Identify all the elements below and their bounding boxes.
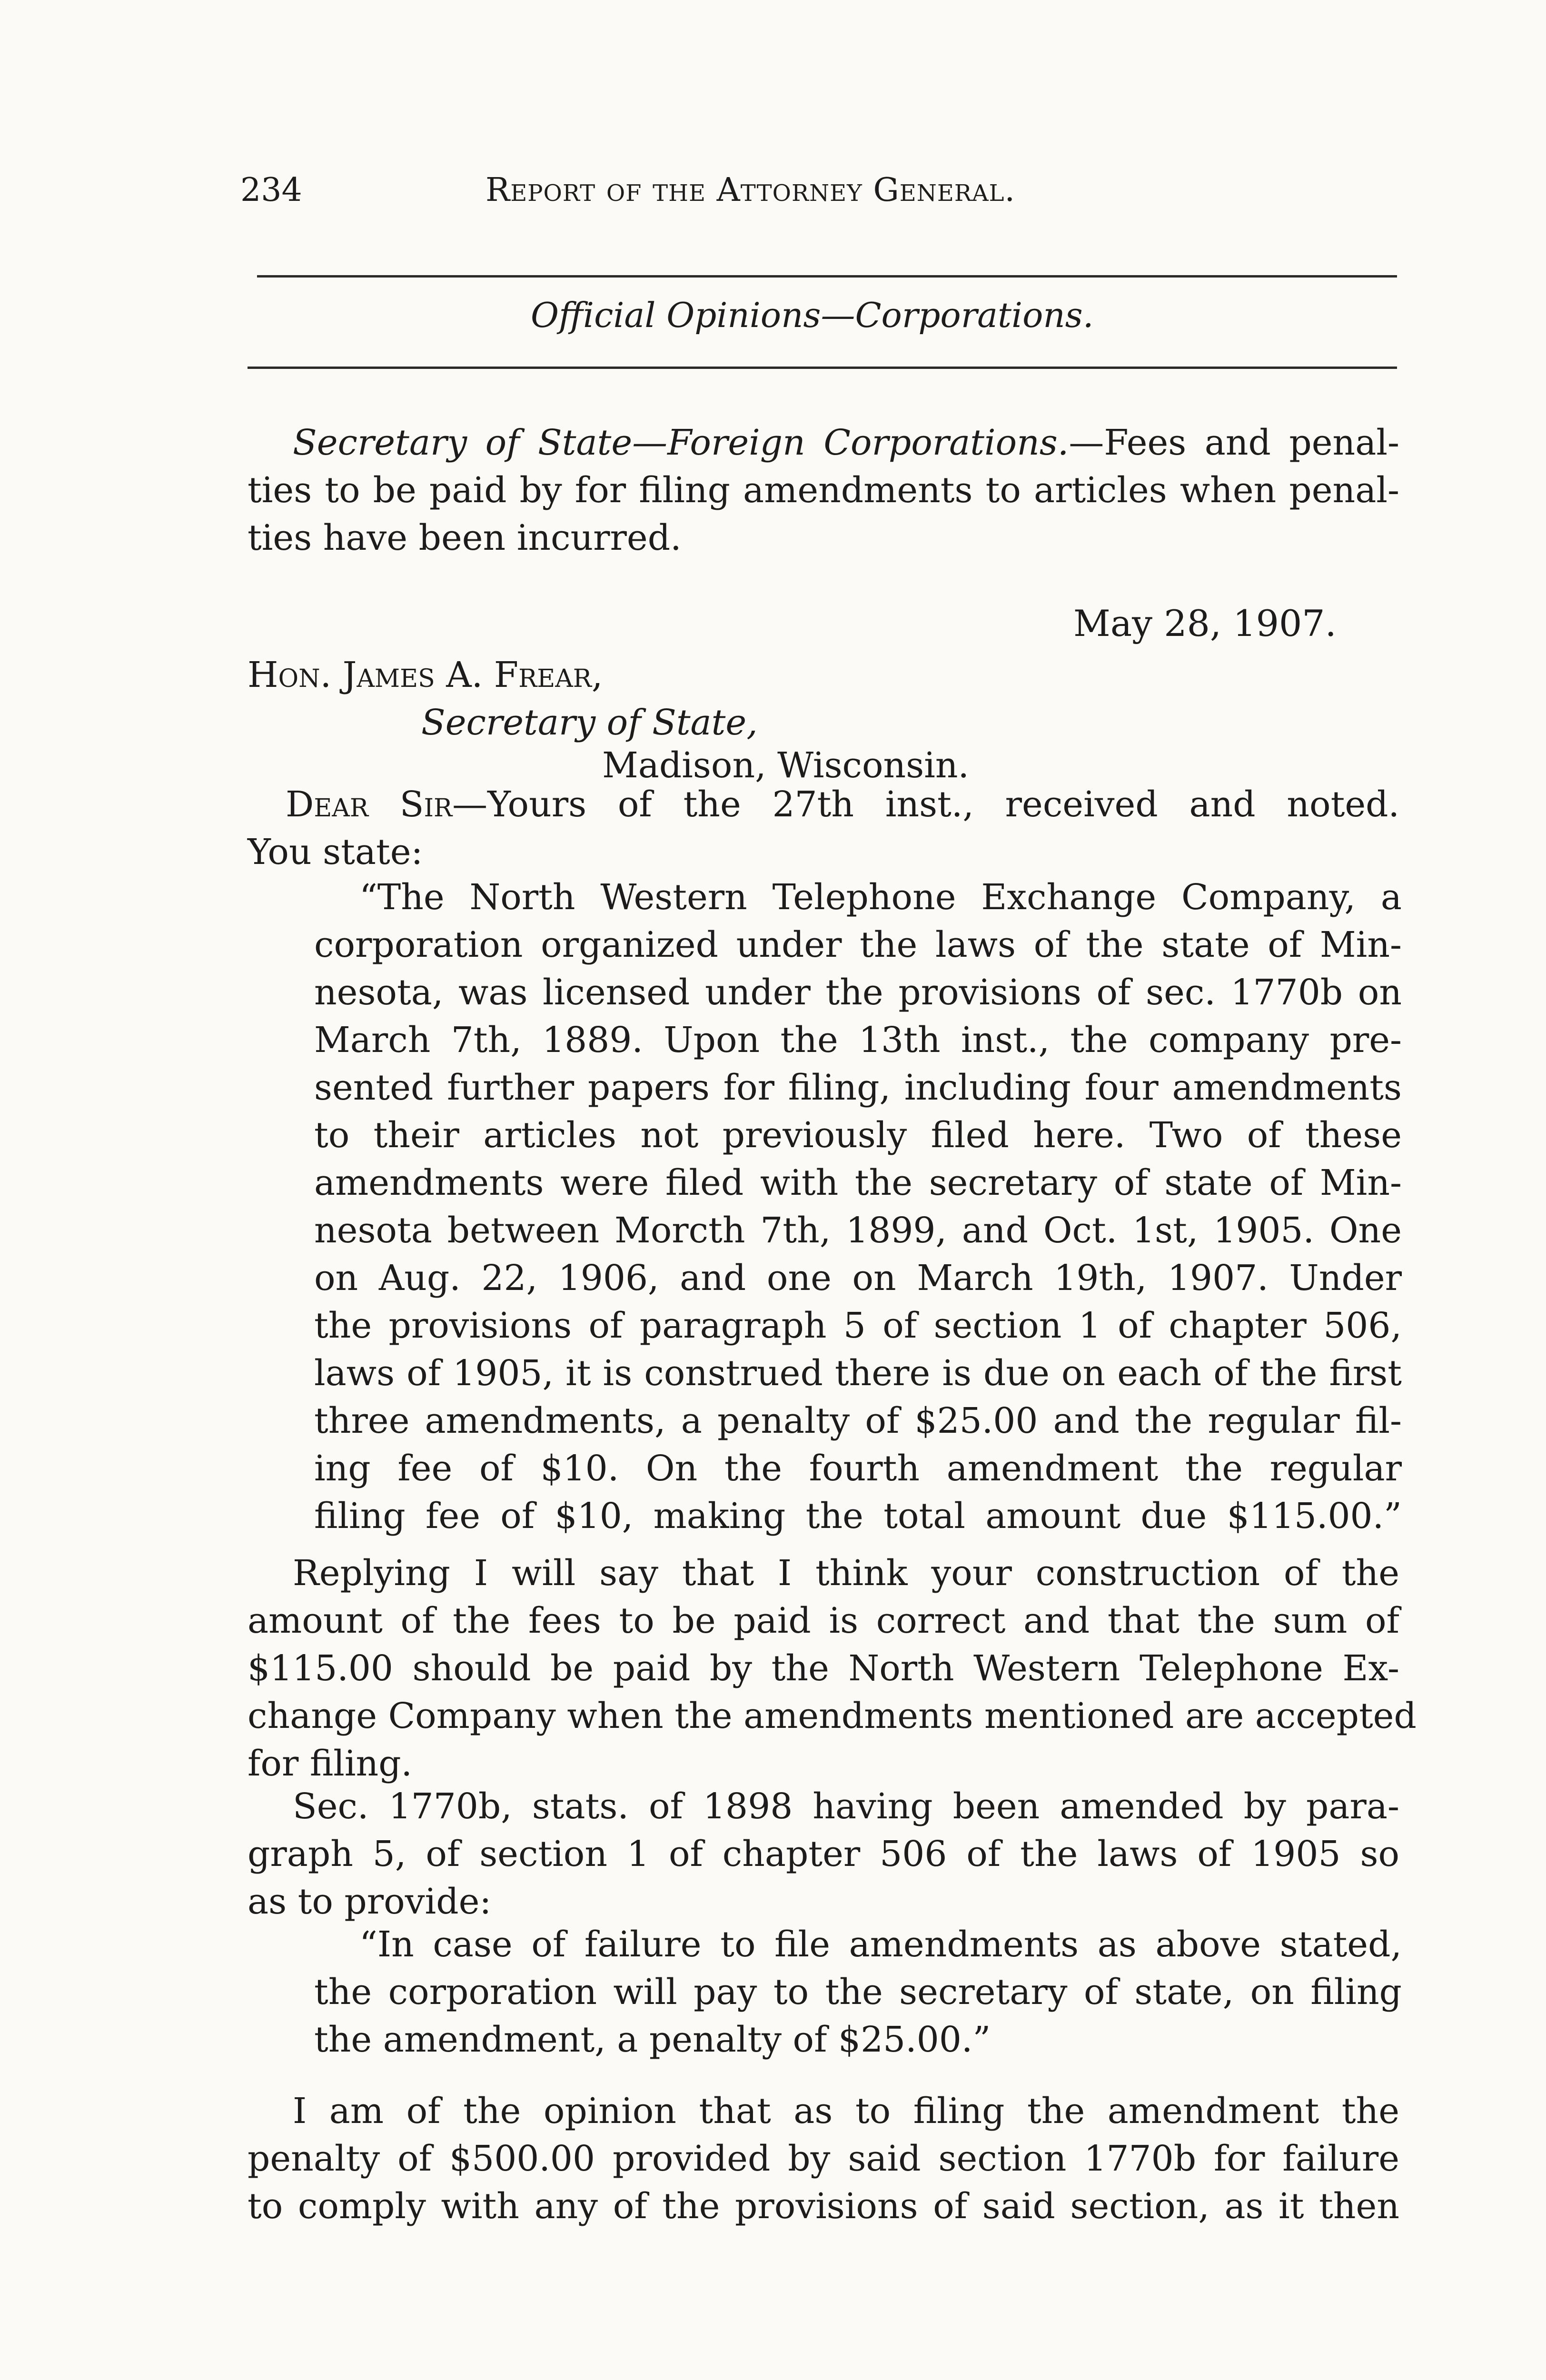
quote-line: amendments were filed with the secretary of state of Min- xyxy=(314,1162,1402,1203)
salutation-line: You state: xyxy=(248,832,423,873)
body-line: to comply with any of the provisions of said section, as it then xyxy=(248,2186,1399,2227)
letter-date: May 28, 1907. xyxy=(1073,602,1337,645)
body-line: graph 5, of section 1 of chapter 506 of the laws of 1905 so xyxy=(248,1834,1399,1874)
syllabus xyxy=(248,419,1399,562)
addressee-place: Madison, Wisconsin. xyxy=(602,745,970,786)
quote-line: nesota, was licensed under the provisions of sec. 1770b on xyxy=(314,972,1402,1013)
section-title: Official Opinions—Corporations. xyxy=(531,295,1094,335)
syllabus-topic: Secretary of State—Foreign Corporations. xyxy=(293,422,1069,463)
addressee-name: Hon. James A. Frear, xyxy=(248,654,603,695)
quoted-statute xyxy=(314,1921,1402,2063)
salutation-greeting: Dear Sir xyxy=(286,784,453,825)
body-line: $115.00 should be paid by the North Western Telephone Ex- xyxy=(248,1648,1399,1689)
addressee-title: Secretary of State, xyxy=(421,702,758,743)
quote-line: sented further papers for filing, including four amendments xyxy=(314,1067,1402,1108)
quote-line: on Aug. 22, 1906, and one on March 19th, 1907. Under xyxy=(314,1258,1402,1299)
body-line: change Company when the amendments mentioned are accepted xyxy=(248,1696,1417,1736)
running-title: Report of the Attorney General. xyxy=(486,171,1016,209)
quoted-statement xyxy=(314,873,1402,1540)
body-line: for filing. xyxy=(248,1743,413,1784)
salutation xyxy=(248,781,1399,876)
top-divider xyxy=(257,275,1397,278)
opinion-paragraph xyxy=(248,2087,1399,2230)
quote-line: nesota between Morcth 7th, 1899, and Oct. 1st, 1905. One xyxy=(314,1210,1402,1251)
quote-line: March 7th, 1889. Upon the 13th inst., the company pre- xyxy=(314,1020,1402,1061)
quote-line: laws of 1905, it is construed there is due on each of the first xyxy=(314,1353,1402,1394)
section-divider xyxy=(248,367,1397,369)
quote-line: three amendments, a penalty of $25.00 and the regular fil- xyxy=(314,1400,1402,1441)
reply-paragraph xyxy=(248,1549,1417,1787)
body-line: amount of the fees to be paid is correct and that the sum of xyxy=(248,1600,1399,1641)
body-line: penalty of $500.00 provided by said section 1770b for failure xyxy=(248,2138,1399,2179)
quote-line: to their articles not previously filed here. Two of these xyxy=(314,1115,1402,1156)
quote-line: “The North Western Telephone Exchange Company, a xyxy=(359,877,1402,918)
quote-line: filing fee of $10, making the total amount due $115.00.” xyxy=(314,1496,1402,1537)
body-line: Sec. 1770b, stats. of 1898 having been amended by para- xyxy=(293,1786,1399,1827)
body-line: I am of the opinion that as to filing the amendment the xyxy=(293,2091,1399,2132)
body-line: as to provide: xyxy=(248,1881,492,1922)
quote-line: the provisions of paragraph 5 of section 1 of chapter 506, xyxy=(314,1305,1402,1346)
salutation-line: Dear Sir—Yours of the 27th inst., received and noted. xyxy=(286,784,1399,825)
quote-line: corporation organized under the laws of the state of Min- xyxy=(314,924,1402,965)
body-line: Replying I will say that I think your construction of the xyxy=(293,1553,1399,1594)
quote-line: the amendment, a penalty of $25.00.” xyxy=(314,2019,991,2060)
page-number: 234 xyxy=(240,171,302,209)
syllabus-line: Secretary of State—Foreign Corporations.—Fees and penal- xyxy=(293,422,1399,463)
quote-line: ing fee of $10. On the fourth amendment the regular xyxy=(314,1448,1402,1489)
syllabus-line: ties have been incurred. xyxy=(248,517,682,558)
quote-line: the corporation will pay to the secretary of state, on filing xyxy=(314,1972,1402,2013)
quote-line: “In case of failure to file amendments as above stated, xyxy=(359,1924,1402,1965)
statute-paragraph xyxy=(248,1783,1399,1925)
syllabus-line: ties to be paid by for filing amendments to articles when penal- xyxy=(248,470,1399,511)
